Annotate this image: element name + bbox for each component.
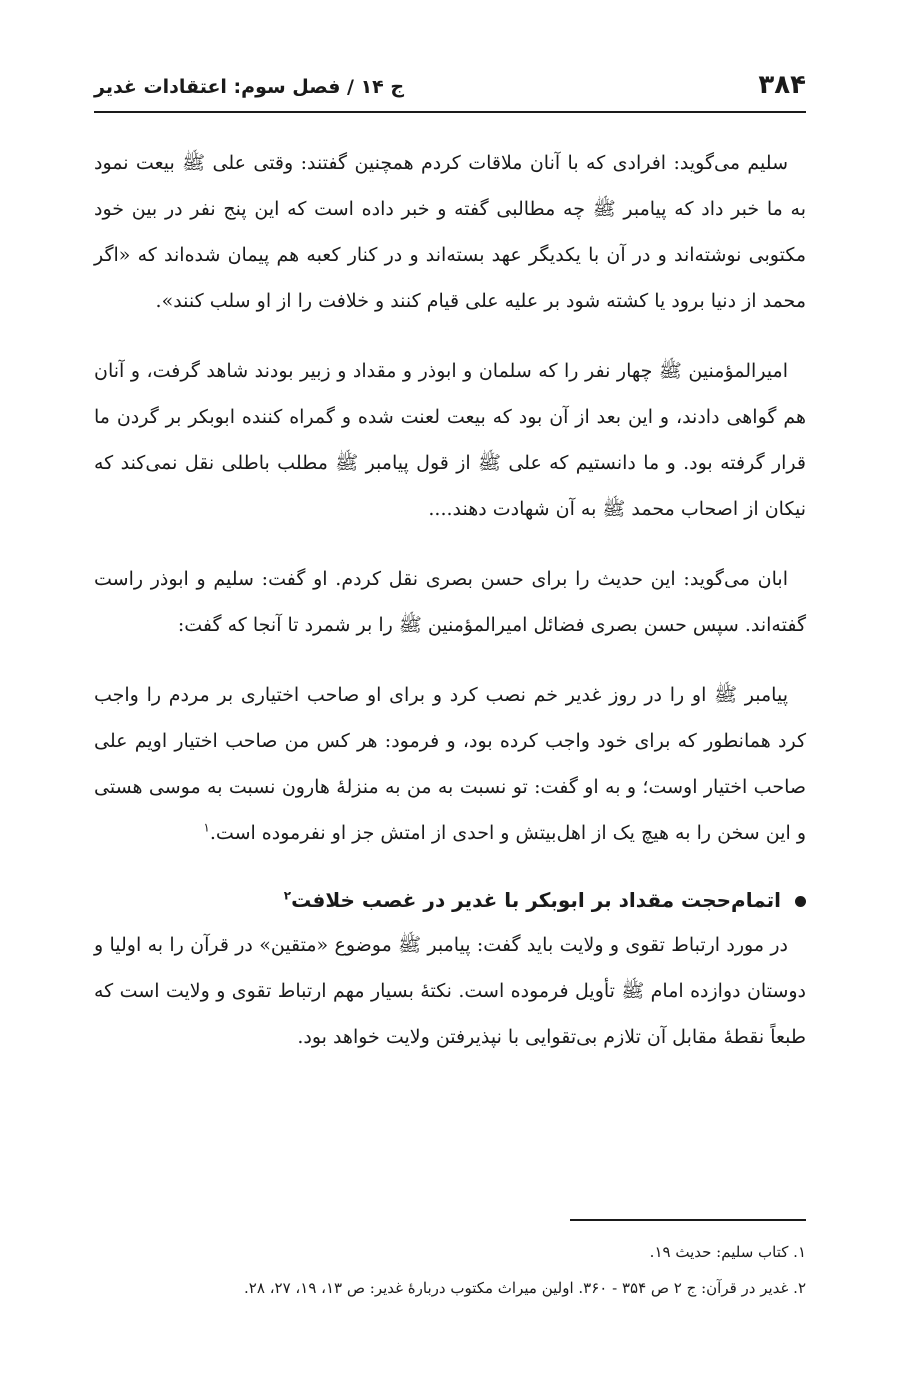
footnote-1: ۱. کتاب سلیم: حدیث ۱۹. xyxy=(649,1243,806,1261)
section-heading xyxy=(94,880,806,920)
running-title: ج ۱۴ / فصل سوم: اعتقادات غدیر xyxy=(94,76,405,98)
footnote-ref-1: ۱ xyxy=(203,820,210,835)
bullet-icon xyxy=(795,896,806,907)
paragraph-1: سلیم می‌گوید: افرادی که با آنان ملاقات کردم همچنین گفتند: وقتی علی ﷺ بیعت نمود به ما خبر داد که پیامبر ﷺ چه مطالبی گفته و خبر داده است که این پنج نفر در بین خود مکتوبی نوشته‌اند و در آن با یکدیگر عهد بسته‌اند و در کنار کعبه هم پیمان شده‌اند که «اگر محمد از دنیا برود یا کشته شود بر علیه علی قیام کنند و خلافت را از او سلب کنند». xyxy=(94,152,806,312)
footnote-2: ۲. غدیر در قرآن: ج ۲ ص ۳۵۴ - ۳۶۰. اولین میراث مکتوب دربارهٔ غدیر: ص ۱۳، ۱۹، ۲۷، ۲۸. xyxy=(244,1279,806,1297)
paragraph-2: امیرالمؤمنین ﷺ چهار نفر را که سلمان و ابوذر و مقداد و زبیر بودند شاهد گرفت، و آنان هم گواهی دادند، و این بعد از آن بود که بیعت لعنت شده و گمراه کننده ابوبکر بر گردن ما قرار گرفته بود. و ما دانستیم که علی ﷺ از قول پیامبر ﷺ مطلب باطلی نقل نمی‌کند که نیکان از اصحاب محمد ﷺ به آن شهادت دهند.... xyxy=(94,360,806,520)
section-heading-text: اتمام‌حجت مقداد بر ابوبکر با غدیر در غصب خلافت xyxy=(291,888,781,912)
page-number: ۳۸۴ xyxy=(758,70,806,100)
page-header xyxy=(94,66,806,112)
closing-paragraph: در مورد ارتباط تقوی و ولایت باید گفت: پیامبر ﷺ موضوع «متقین» در قرآن را به اولیا و دوستان دوازده امام ﷺ تأویل فرموده است. نکتهٔ بسیار مهم ارتباط تقوی و ولایت است که طبعاً نقطهٔ مقابل آن تلازم بی‌تقوایی با نپذیرفتن ولایت خواهد بود. xyxy=(94,934,806,1048)
page-body xyxy=(94,140,806,1084)
footnote-rule xyxy=(570,1219,806,1221)
footnotes xyxy=(94,1234,806,1306)
paragraph-4-text: پیامبر ﷺ او را در روز غدیر خم نصب کرد و برای او صاحب اختیاری بر مردم را واجب کرد همانطور که برای خود واجب کرده بود، و فرمود: هر کس من صاحب اختیار اویم علی صاحب اختیار اوست؛ و به او گفت: تو نسبت به من به منزلهٔ هارون نسبت به موسی هستی و این سخن را به هیچ یک از اهل‌بیتش و احدی از امتش جز او نفرموده است. xyxy=(94,684,806,844)
paragraph-4 xyxy=(94,672,806,856)
paragraph-3: ابان می‌گوید: این حدیث را برای حسن بصری نقل کردم. او گفت: سلیم و ابوذر راست گفته‌اند. سپس حسن بصری فضائل امیرالمؤمنین ﷺ را بر شمرد تا آنجا که گفت: xyxy=(94,568,806,636)
header-rule xyxy=(94,111,806,113)
footnote-ref-2: ۲ xyxy=(283,888,292,903)
